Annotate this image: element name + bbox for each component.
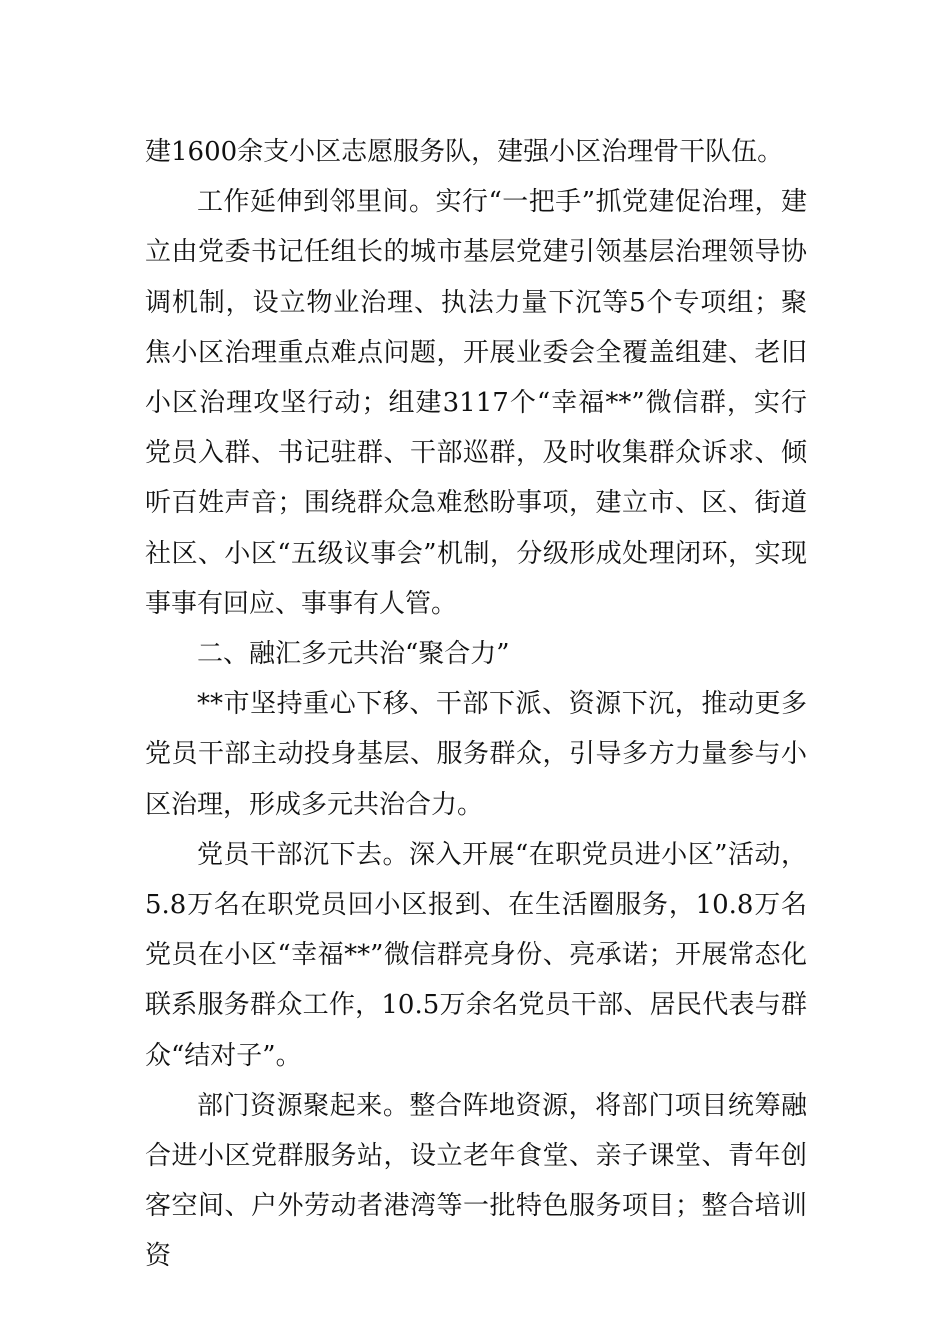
paragraph-neighborhood-work: 工作延伸到邻里间。实行“一把手”抓党建促治理，建立由党委书记任组长的城市基层党建引领基层治理领导协调机制，设立物业治理、执法力量下沉等5个专项组；聚焦小区治理重点难点问题，开展业委会全覆盖组建、老旧小区治理攻坚行动；组建3117个“幸福**”微信群，实行党员入群、书记驻群、干部巡群，及时收集群众诉求、倾听百姓声音；围绕群众急难愁盼事项，建立市、区、街道社区、小区“五级议事会”机制，分级形成处理闭环，实现事事有回应、事事有人管。 xyxy=(145,187,807,619)
paragraph-party-cadres: 党员干部沉下去。深入开展“在职党员进小区”活动，5.8万名在职党员回小区报到、在生活圈服务，10.8万名党员在小区“幸福**”微信群亮身份、亮承诺；开展常态化联系服务群众工作，10.5万余名党员干部、居民代表与群众“结对子”。 xyxy=(145,839,807,1071)
paragraph-section-intro: **市坚持重心下移、干部下派、资源下沉，推动更多党员干部主动投身基层、服务群众，引导多方力量参与小区治理，形成多元共治合力。 xyxy=(145,689,807,820)
document-body xyxy=(145,127,807,1282)
paragraph-continuation: 建1600余支小区志愿服务队，建强小区治理骨干队伍。 xyxy=(145,137,784,167)
paragraph-department-resources: 部门资源聚起来。整合阵地资源，将部门项目统筹融合进小区党群服务站，设立老年食堂、亲子课堂、青年创客空间、户外劳动者港湾等一批特色服务项目；整合培训资 xyxy=(145,1090,807,1272)
section-heading-2: 二、融汇多元共治“聚合力” xyxy=(197,639,510,670)
